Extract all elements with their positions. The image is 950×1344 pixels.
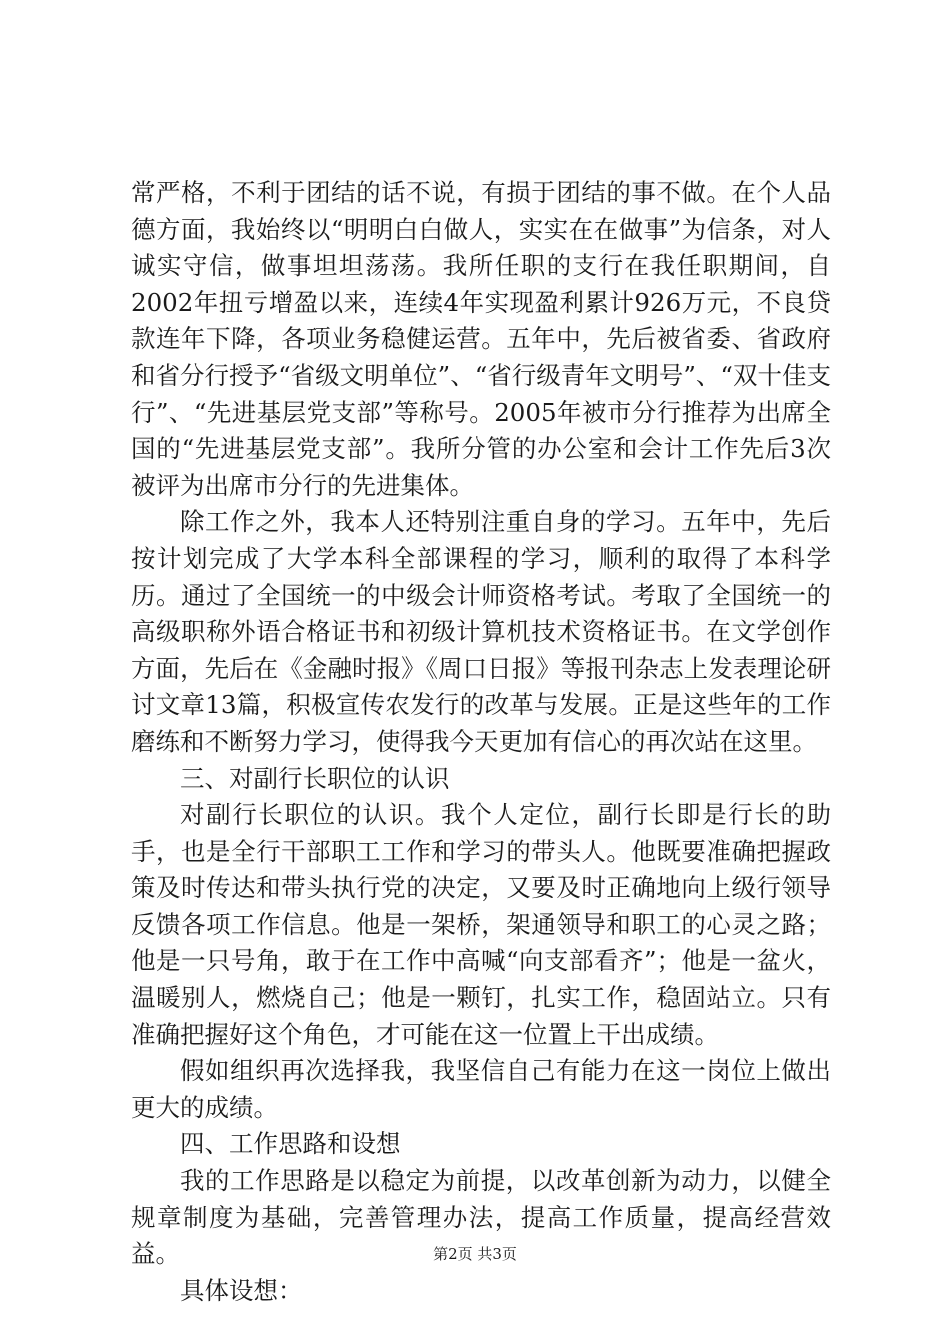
paragraph-work-approach: 我的工作思路是以稳定为前提，以改革创新为动力，以健全规章制度为基础，完善管理办法，提高工作质量，提高经营效益。 — [131, 1166, 831, 1269]
section-heading-4: 四、工作思路和设想 — [180, 1129, 401, 1159]
paragraph-study: 除工作之外，我本人还特别注重自身的学习。五年中，先后按计划完成了大学本科全部课程的学习，顺利的取得了本科学历。通过了全国统一的中级会计师资格考试。考取了全国统一的高级职称外语合格证书和初级计算机技术资格证书。在文学创作方面，先后在《金融时报》《周口日报》等报刊杂志上发表理论研讨文章13篇，积极宣传农发行的改革与发展。正是这些年的工作磨练和不断努力学习，使得我今天更加有信心的再次站在这里。 — [131, 507, 831, 756]
paragraph-role-understanding: 对副行长职位的认识。我个人定位，副行长即是行长的助手，也是全行干部职工工作和学习的带头人。他既要准确把握政策及时传达和带头执行党的决定，又要及时正确地向上级行领导反馈各项工作信息。他是一架桥，架通领导和职工的心灵之路；他是一只号角，敢于在工作中高喊“向支部看齐”；他是一盆火，温暖别人，燃烧自己；他是一颗钉，扎实工作，稳固站立。只有准确把握好这个角色，才可能在这一位置上干出成绩。 — [131, 800, 831, 1049]
document-body — [131, 175, 831, 1309]
paragraph-specific-plans: 具体设想： — [180, 1275, 303, 1305]
page-footer: 第2页 共3页 — [433, 1245, 517, 1263]
section-heading-3: 三、对副行长职位的认识 — [180, 763, 450, 793]
paragraph-continuation: 常严格，不利于团结的话不说，有损于团结的事不做。在个人品德方面，我始终以“明明白白做人，实实在在做事”为信条，对人诚实守信，做事坦坦荡荡。我所任职的支行在我任职期间，自2002年扭亏增盈以来，连续4年实现盈利累计926万元，不良贷款连年下降，各项业务稳健运营。五年中，先后被省委、省政府和省分行授予“省级文明单位”、“省行级青年文明号”、“双十佳支行”、“先进基层党支部”等称号。2005年被市分行推荐为出席全国的“先进基层党支部”。我所分管的办公室和会计工作先后3次被评为出席市分行的先进集体。 — [131, 178, 831, 500]
paragraph-commitment: 假如组织再次选择我，我坚信自己有能力在这一岗位上做出更大的成绩。 — [131, 1056, 831, 1122]
